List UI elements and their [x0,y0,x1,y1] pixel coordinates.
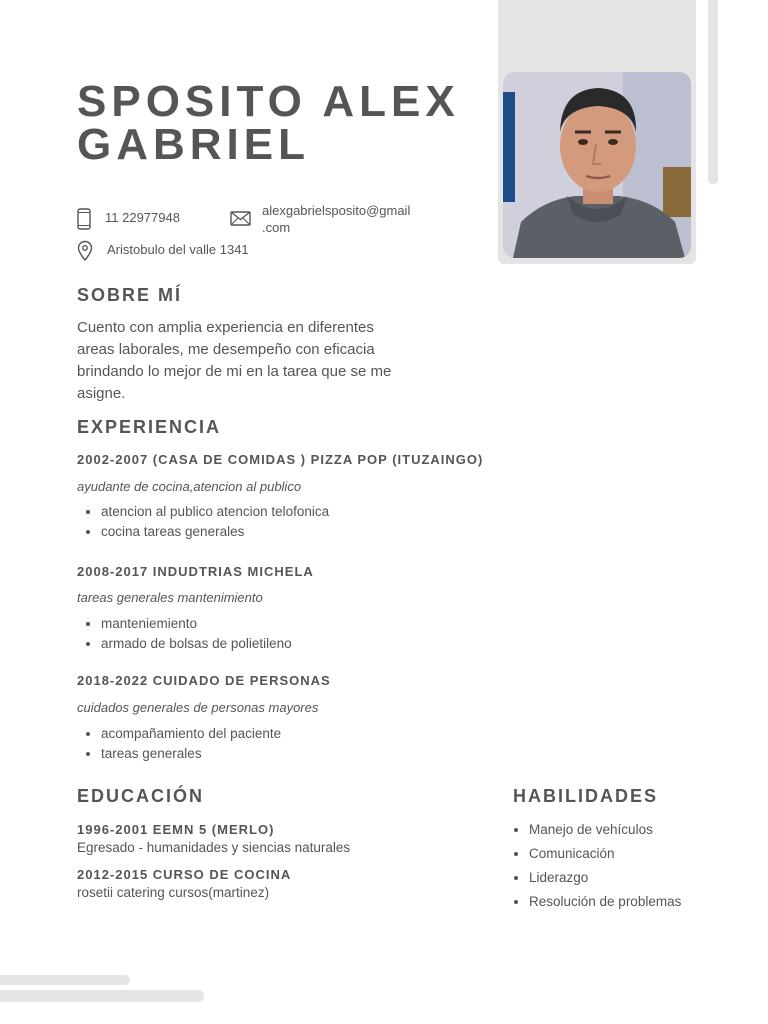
full-name [77,77,497,169]
education-entry [77,822,477,855]
list-item: • cocina tareas generales [101,522,537,542]
profile-photo-illustration [503,72,691,258]
decorative-side-bar [708,0,718,184]
job-title: 2002-2007 (CASA DE COMIDAS ) PIZZA POP (ITUZAINGO) [77,452,484,467]
job-role: tareas generales mantenimiento [77,590,263,605]
job-tasks [77,724,537,764]
job-entry [77,673,537,764]
education-entry [77,867,477,900]
address: Aristobulo del valle 1341 [107,242,249,257]
education-heading: EDUCACIÓN [77,786,205,806]
phone-icon [77,208,91,230]
list-item: • acompañamiento del paciente [101,724,537,744]
job-tasks [77,502,537,542]
list-item: • Liderazgo [529,866,709,890]
profile-photo [503,72,691,258]
education-desc: rosetii catering cursos(martinez) [77,885,270,900]
job-title: 2008-2017 INDUDTRIAS MICHELA [77,564,314,579]
list-item: • Resolución de problemas [529,890,709,914]
list-item: • armado de bolsas de polietileno [101,634,537,654]
name-line-1: SPOSITO ALEX [77,77,460,126]
job-entry [77,564,537,654]
decorative-footer-bar [0,990,204,1002]
list-item: • Manejo de vehículos [529,818,709,842]
name-line-2: GABRIEL [77,120,310,169]
education-title: 2012-2015 CURSO DE COCINA [77,867,292,882]
skills-list [513,818,709,914]
email-address[interactable] [262,202,410,236]
list-item: • tareas generales [101,744,537,764]
job-entry [77,452,537,542]
job-title: 2018-2022 CUIDADO DE PERSONAS [77,673,331,688]
email-line-1: alexgabrielsposito@gmail [262,203,411,218]
list-item: • atencion al publico atencion telofonica [101,502,537,522]
education-title: 1996-2001 EEMN 5 (MERLO) [77,822,275,837]
job-role: ayudante de cocina,atencion al publico [77,479,302,494]
skills-heading: HABILIDADES [513,786,659,806]
decorative-footer-bar [0,975,130,985]
education-desc: Egresado - humanidades y siencias naturales [77,840,351,855]
mail-icon [230,211,251,226]
experience-heading: EXPERIENCIA [77,417,222,437]
phone-number[interactable]: 11 22977948 [105,210,180,225]
list-item: • manteniemiento [101,614,537,634]
list-item: • Comunicación [529,842,709,866]
about-text: Cuento con amplia experiencia en diferentes areas laborales, me desempeño con eficacia brindando lo mejor de mi en la tarea que se me asigne. [77,319,392,402]
about-heading: SOBRE MÍ [77,285,183,305]
job-tasks [77,614,537,654]
location-pin-icon [77,240,93,261]
job-role: cuidados generales de personas mayores [77,700,319,715]
email-line-2: .com [262,220,291,235]
